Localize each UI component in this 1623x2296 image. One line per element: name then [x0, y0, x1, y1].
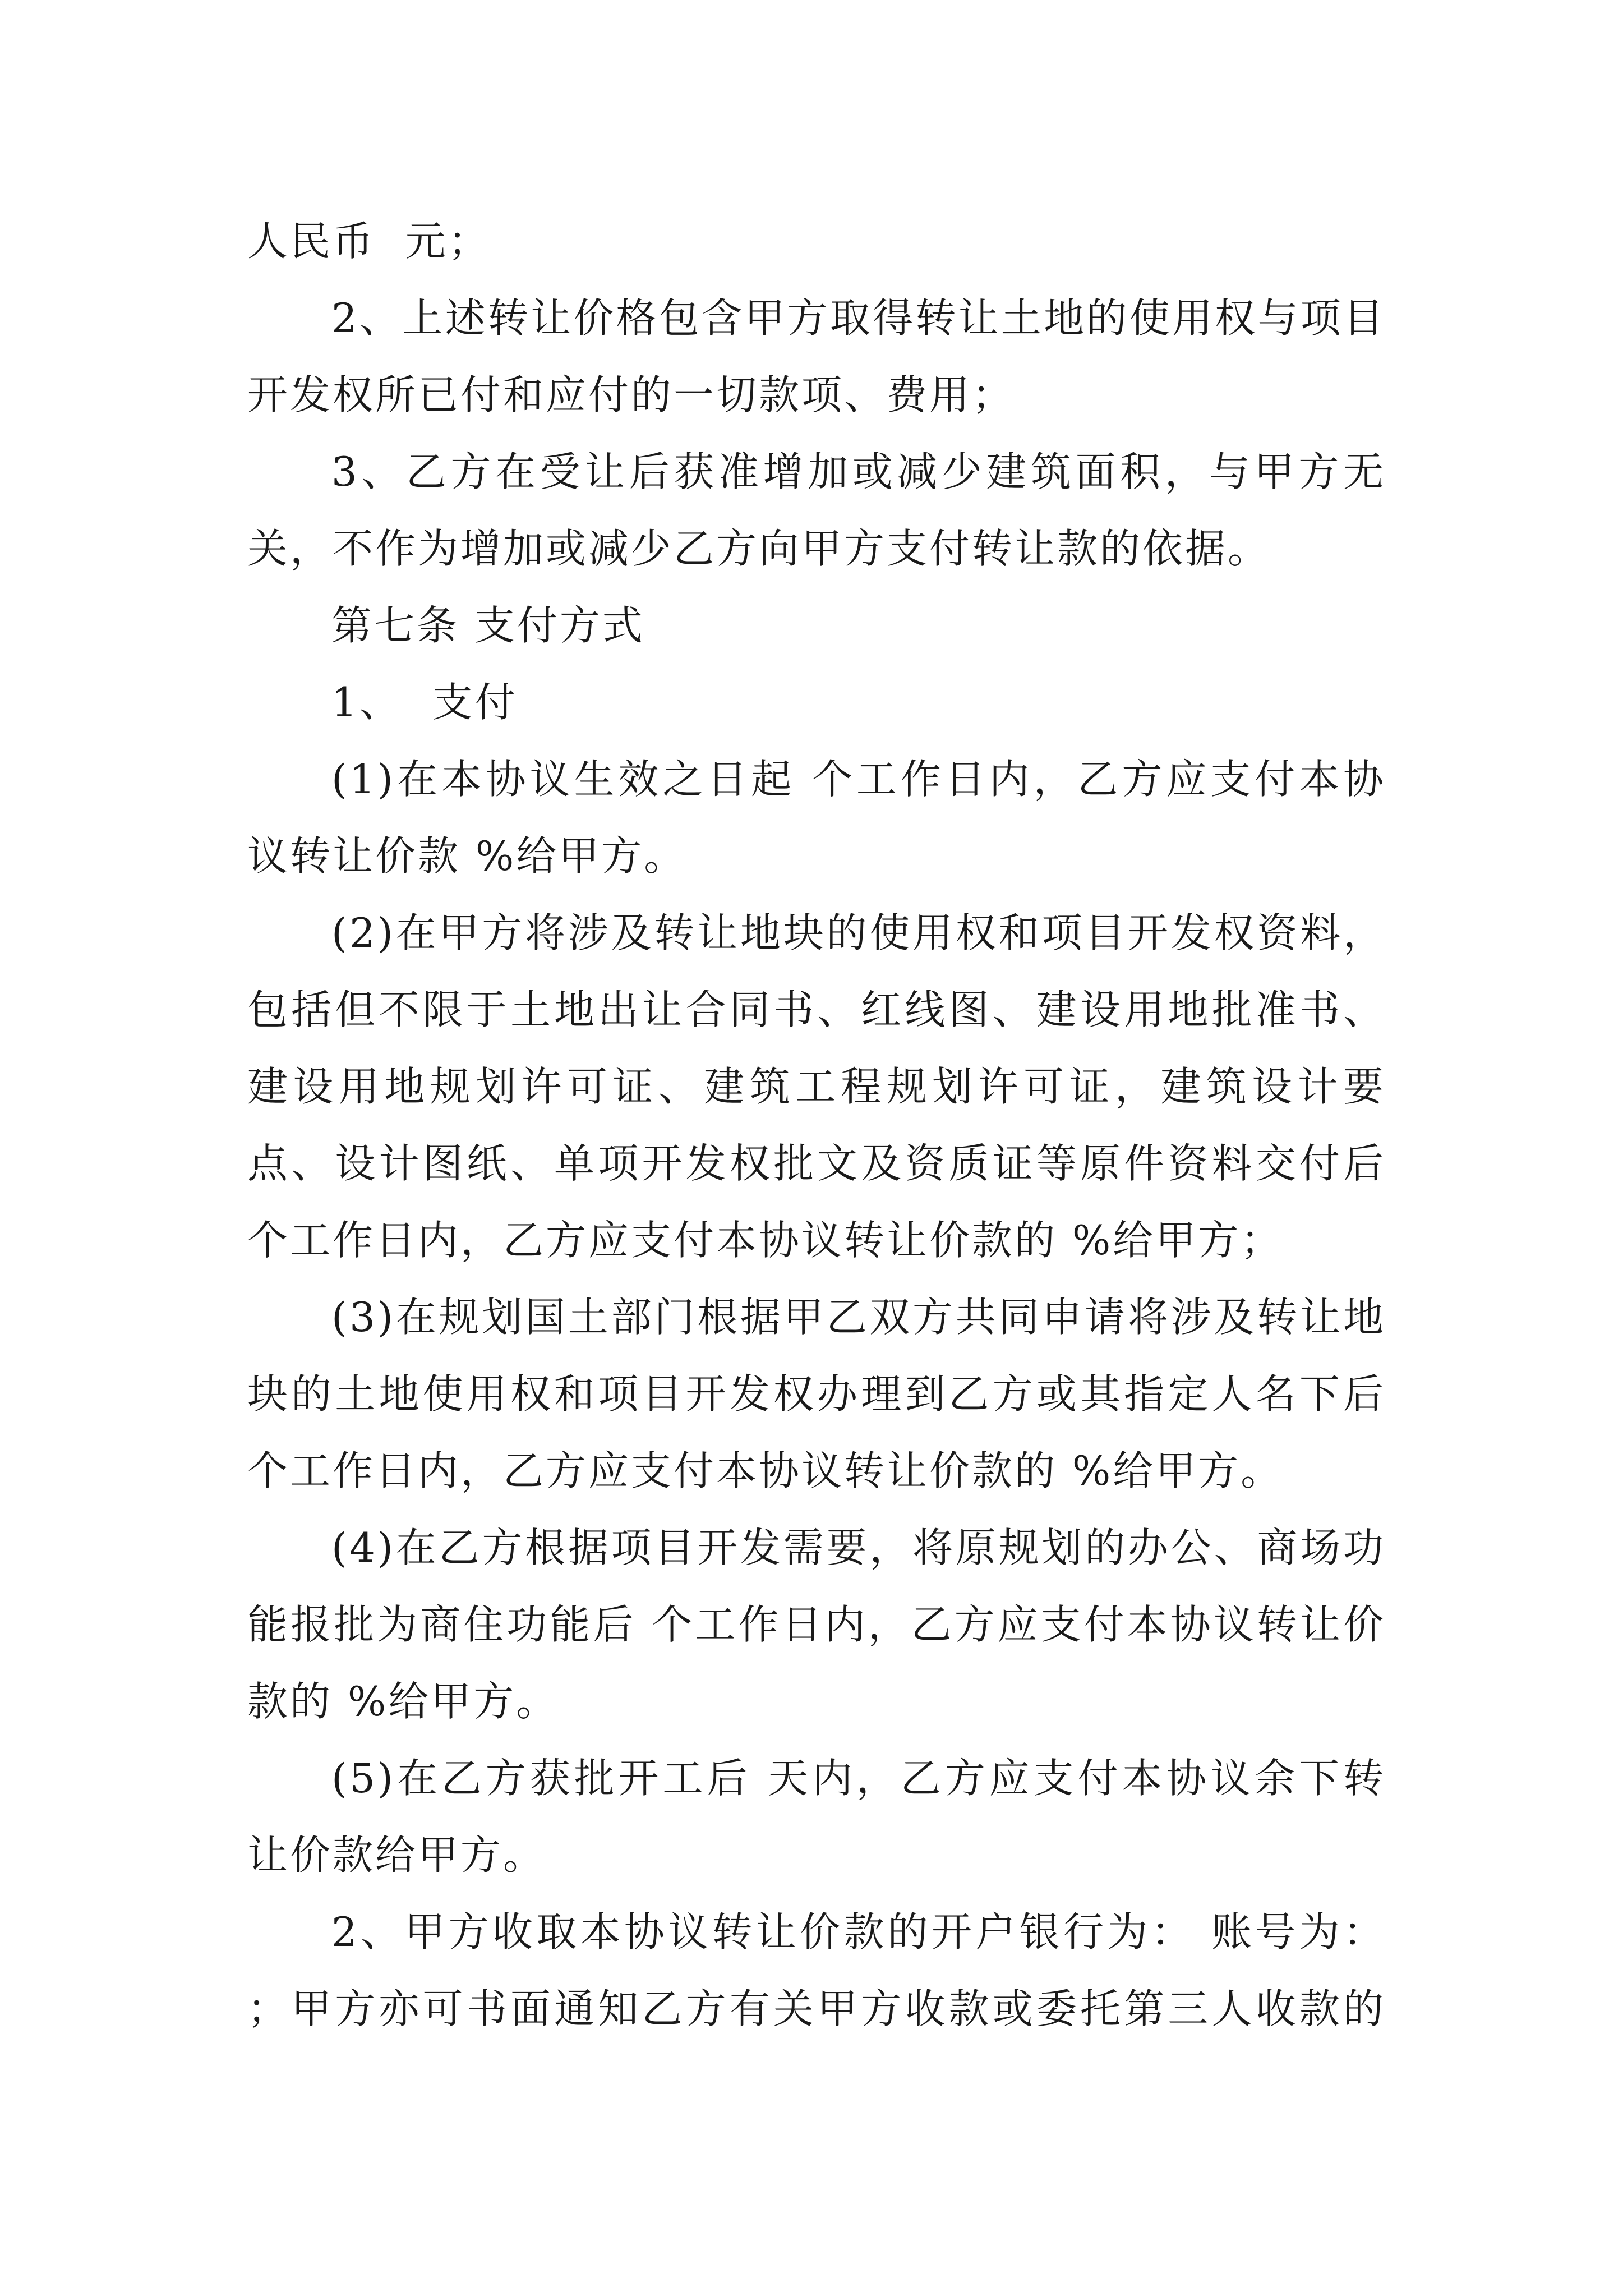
paragraph-clause-2-price-scope: 2、上述转让价格包含甲方取得转让土地的使用权与项目开发权所已付和应付的一切款项、费用；: [247, 295, 1386, 418]
document-body: [247, 203, 1401, 2047]
section-heading-article-7: 第七条 支付方式: [331, 602, 645, 649]
payment-item-5: (5)在乙方获批开工后 天内，乙方应支付本协议余下转让价款给甲方。: [247, 1755, 1386, 1879]
subheading-payment: 1、 支付: [331, 679, 518, 726]
paragraph-currency-unit: 人民币 元；: [247, 218, 491, 265]
payment-item-1: (1)在本协议生效之日起 个工作日内，乙方应支付本协议转让价款 %给甲方。: [247, 756, 1386, 880]
payment-item-3: (3)在规划国土部门根据甲乙双方共同申请将涉及转让地块的土地使用权和项目开发权办理到乙方或其指定人名下后 个工作日内，乙方应支付本协议转让价款的 %给甲方。: [247, 1294, 1401, 1494]
paragraph-clause-3-area-change: 3、乙方在受让后获准增加或减少建筑面积，与甲方无关，不作为增加或减少乙方向甲方支付转让款的依据。: [247, 448, 1386, 572]
payment-item-4: (4)在乙方根据项目开发需要，将原规划的办公、商场功能报批为商住功能后 个工作日内，乙方应支付本协议转让价款的 %给甲方。: [247, 1524, 1386, 1725]
payment-item-2: (2)在甲方将涉及转让地块的使用权和项目开发权资料，包括但不限于土地出让合同书、红线图、建设用地批准书、建设用地规划许可证、建筑工程规划许可证，建筑设计要点、设计图纸、单项开发权批文及资质证等原件资料交付后 个工作日内，乙方应支付本协议转让价款的 %给甲方；: [247, 909, 1401, 1264]
paragraph-bank-account: 2、甲方收取本协议转让价款的开户银行为： 账号为： ；甲方亦可书面通知乙方有关甲方收款或委托第三人收款的: [247, 1908, 1401, 2032]
